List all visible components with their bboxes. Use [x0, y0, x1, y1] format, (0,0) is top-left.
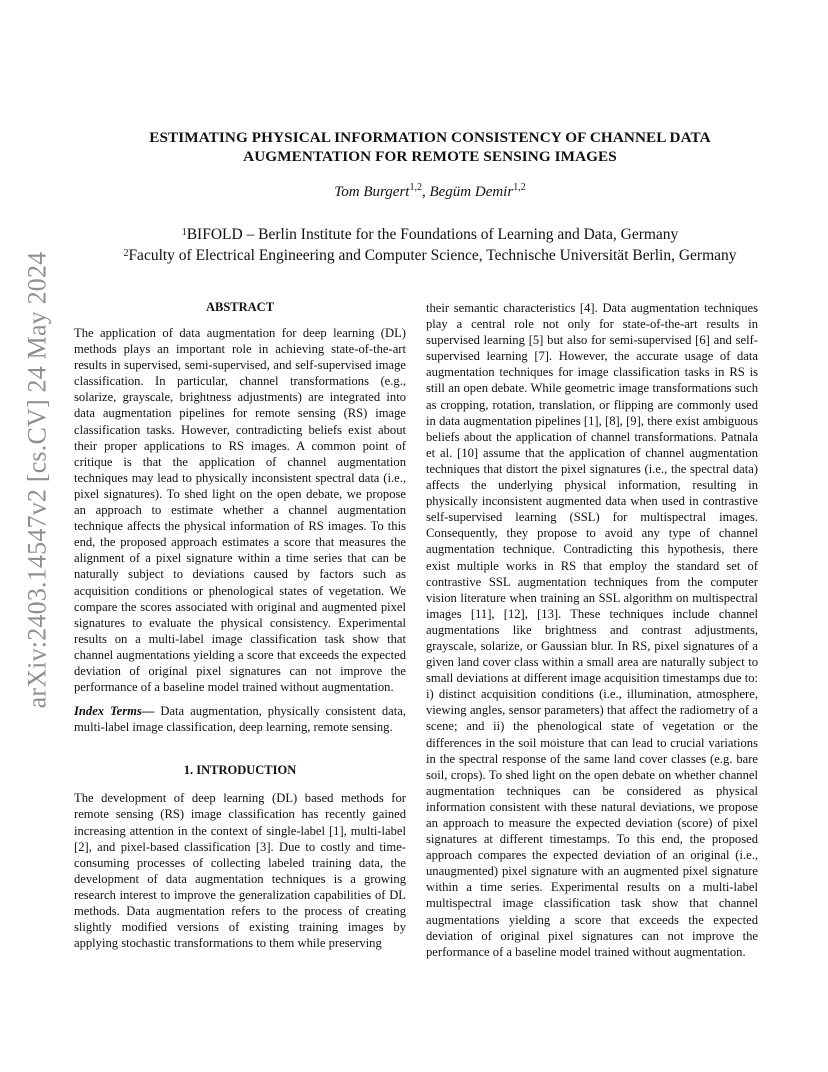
affiliation-line [80, 245, 780, 266]
abstract-heading: ABSTRACT [205, 300, 275, 314]
left-column [74, 300, 406, 951]
title-line-2: AUGMENTATION FOR REMOTE SENSING IMAGES [243, 148, 617, 165]
affiliation-sup: 1 [181, 227, 187, 238]
paper-title [80, 128, 780, 166]
author-name: Begüm Demir [429, 184, 514, 200]
index-terms-text: Data augmentation, physically consistent data, multi-label image classification, deep learning, remote sensing. [74, 704, 406, 735]
index-terms [74, 703, 406, 735]
affiliation-sup: 2 [123, 248, 129, 259]
arxiv-identifier-text: arXiv:2403.14547v2 [cs.CV] 24 May 2024 [22, 251, 51, 709]
affiliation-text: Faculty of Electrical Engineering and Computer Science, Technische Universität Berlin, Germany [128, 247, 737, 264]
affiliations [80, 224, 780, 266]
author-affil-sup: 1,2 [513, 182, 526, 193]
affiliation-text: BIFOLD – Berlin Institute for the Foundations of Learning and Data, Germany [186, 226, 679, 243]
right-column [426, 300, 758, 960]
author-name: Tom Burgert [334, 184, 410, 200]
author-list [80, 184, 780, 201]
introduction-body-right: their semantic characteristics [4]. Data augmentation techniques play a central role not only for state-of-the-art results in supervised learning [5] but also for semi-supervised [6] and self-supervised learning [7]. However, the accurate usage of data augmentation techniques for image classification tasks in RS is still an open debate. While geometric image transformations such as cropping, rotation, translation, or flipping are commonly used in data augmentation pipelines [1], [8], [9], there exist ambiguous beliefs about the application of channel transformations. Patnala et al. [10] assume that the application of channel augmentation techniques that distort the pixel signatures (i.e., the spectral data) affects the underlying physical information, resulting in physically inconsistent augmented data when used in contrastive self-supervised learning (SSL) for multispectral images. Consequently, they propose to avoid any type of channel augmentation technique. Contradicting this hypothesis, there exist multiple works in RS that employ the standard set of contrastive SSL augmentation techniques from the computer vision literature when training an SSL algorithm on multispectral images [11], [12], [13]. These techniques include channel augmentations like brightness and contrast adjustments, grayscale, solarize, or Gaussian blur. In RS, pixel signatures of a given land cover class within a small area are naturally subject to small deviations at different image acquisition timestamps due to: i) distinct acquisition conditions (i.e., illumination, atmosphere, viewing angles, sensor parameters) that affect the radiometry of a scene; and ii) the phenological state of vegetation or the differences in the soil moisture that can lead to crucial variations in the spectral response of the same land cover classes (e.g. bare soil, crops). To shed light on the open debate on whether channel augmentation techniques can be considered as physical information consistent with these natural deviations, we propose an approach to measure the expected deviation (score) of pixel signatures at different timestamps. To this end, the proposed approach compares the expected deviation of an original (i.e., unaugmented) pixel signature with an augmented pixel signature within a time series. Experimental results on a multi-label multispectral image classification task show that channel augmentations yielding a score that exceeds the expected deviation of original pixel signatures can not improve the performance of a baseline model trained without augmentation. [426, 301, 758, 959]
author-separator: , [421, 184, 430, 200]
affiliation-line [80, 224, 780, 245]
index-terms-label: Index Terms— [74, 704, 155, 719]
arxiv-identifier-stamp[interactable] [20, 251, 54, 709]
abstract-body: The application of data augmentation for deep learning (DL) methods plays an important role in achieving state-of-the-art results in supervised, semi-supervised, and self-supervised image classification. In particular, channel transformations (e.g., solarize, grayscale, brightness adjustments) are integrated into data augmentation pipelines for remote sensing (RS) image classification tasks. However, contradicting beliefs exist about their proper applications to RS images. A common point of critique is that the application of channel augmentation techniques may lead to physically inconsistent spectral data (i.e., pixel signatures). To shed light on the open debate, we propose an approach to estimate whether a channel augmentation technique affects the physical information of RS images. To this end, the proposed approach estimates a score that measures the alignment of a pixel signature within a time series that can be naturally subject to deviations caused by factors such as acquisition conditions or phenological states of vegetation. We compare the scores associated with original and augmented pixel signatures to evaluate the physical consistency. Experimental results on a multi-label image classification task show that channel augmentations yielding a score that exceeds the expected deviation of original pixel signatures can not improve the performance of a baseline model trained without augmentation. [74, 326, 406, 695]
introduction-heading: 1. INTRODUCTION [183, 763, 297, 778]
introduction-body-left: The development of deep learning (DL) based methods for remote sensing (RS) image classification has recently gained increasing attention in the context of single-label [1], multi-label [2], and pixel-based classification [3]. Due to costly and time-consuming processes of collecting labeled training data, the development of data augmentation techniques is a growing research interest to improve the generalization capabilities of DL methods. Data augmentation refers to the process of creating slightly modified versions of existing training images by applying stochastic transformations to them while preserving [74, 791, 406, 951]
author-affil-sup: 1,2 [409, 182, 422, 193]
title-line-1: ESTIMATING PHYSICAL INFORMATION CONSISTENCY OF CHANNEL DATA [149, 129, 711, 146]
